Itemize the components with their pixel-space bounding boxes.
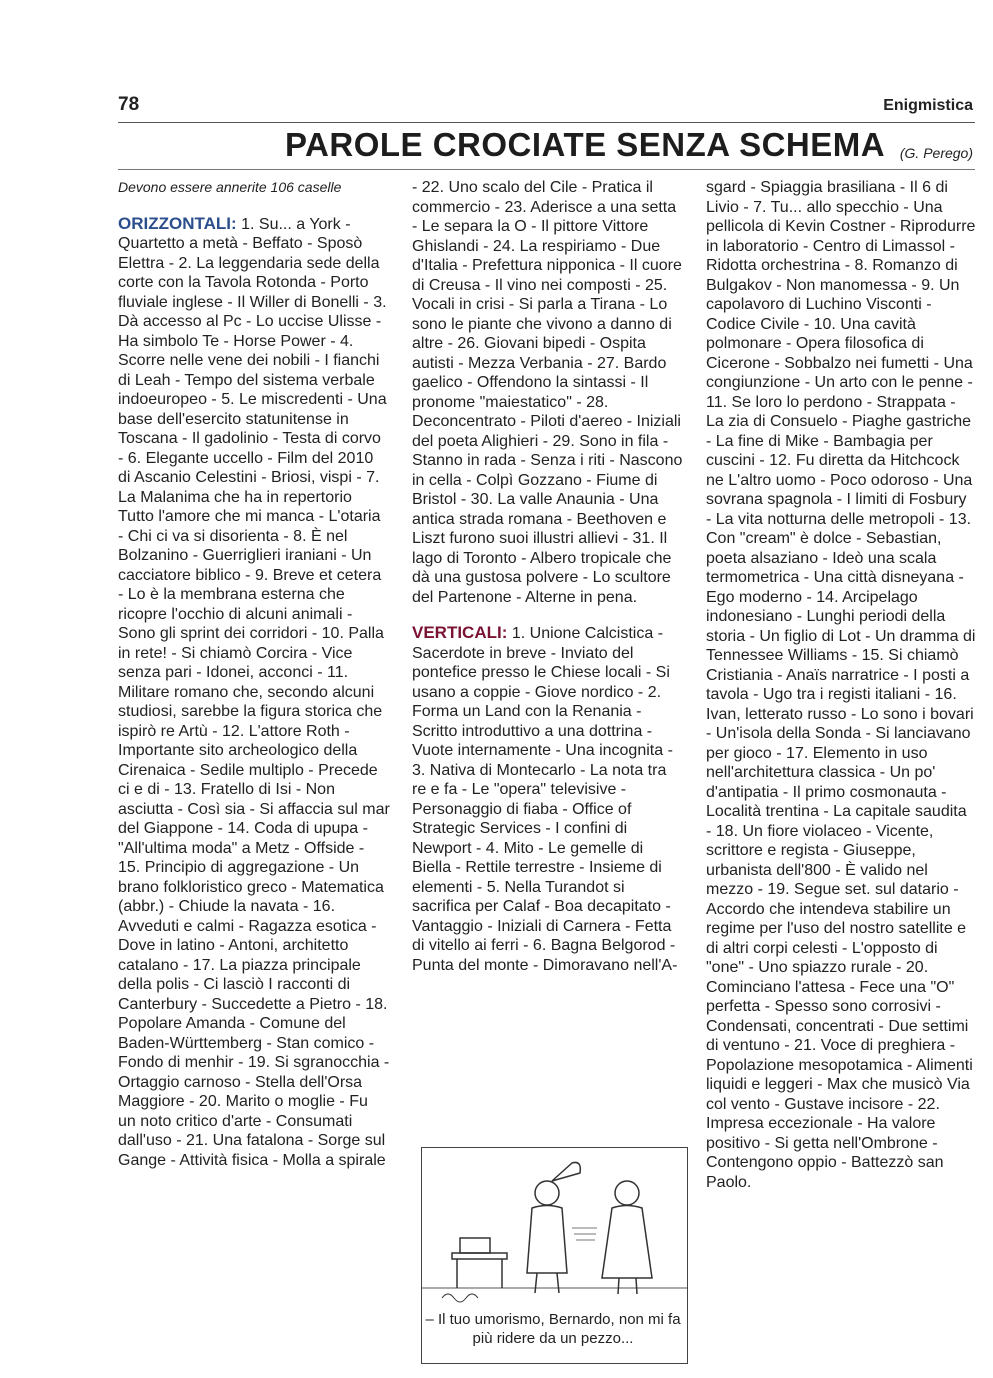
intro-note: Devono essere annerite 106 caselle bbox=[118, 179, 342, 195]
title-divider bbox=[118, 169, 975, 170]
verticali-clues-continued: sgard - Spiaggia brasiliana - Il 6 di Livio - 7. Tu... allo specchio - Una pellicola di Kevin Costner - Riprodurre in laboratorio - Centro di Limassol - Ridotta orchestrina - 8. Romanzo di Bulgakov - Non manomessa - 9. Un capolavoro di Luchino Visconti - Codice Civile - 10. Una cavità polmonare - Opera filosofica di Cicerone - Sobbalzo nei fumetti - Una congiunzione - Un arto con le penne - 11. Se loro lo perdono - Strappata - La zia di Consuelo - Piaghe gastriche - La fine di Mike - Bambagia per cuscini - 12. Fu diretta da Hitchcock ne L'altro uomo - Poco odoroso - Una sovrana spagnola - I limiti di Fosbury - La vita notturna delle metropoli - 13. Con "cream" è dolce - Sebastian, poeta alsaziano - Ideò una scala termometrica - Una città disneyana - Ego moderno - 14. Arcipelago indonesiano - Lunghi periodi della storia - Un figlio di Lot - Un dramma di Tennessee Williams - 15. Si chiamò Cristiania - Anaïs narratrice - I posti a tavola - Ugo tra i registi italiani - 16. Ivan, letterato russo - Lo sono i bovari - Un'isola della Sonda - Si lanciavano per gioco - 17. Elemento in uso nell'architettura classica - Un po' d'antipatia - Il primo cosmonauta - Località trentina - La capitale saudita - 18. Un fiore violaceo - Vicente, scrittore e regista - Giuseppe, urbanista dell'800 - È valido nel mezzo - 19. Segue set. sul datario - Accordo che intendeva stabilire un regime per l'uso del nostro satellite e di altri corpi celesti - L'opposto di "one" - Uno spiazzo rurale - 20. Cominciano l'attesa - Fece una "O" perfetta - Spesso sono corrosivi - Condensati, concentrati - Due settimi di ventuno - 21. Voce di preghiera - Popolazione mesopotamica - Alimenti liquidi e leggeri - Max che musicò Via col vento - Gustave incisore - 22. Impresa eccezionale - Ha valore positivo - Si getta nell'Ombrone - Contengono oppio - Battezzò san Paolo. bbox=[706, 179, 976, 1191]
orizzontali-heading: ORIZZONTALI: bbox=[118, 213, 237, 233]
column-2 bbox=[412, 178, 684, 975]
cartoon-caption: – Il tuo umorismo, Bernardo, non mi fa più ridere da un pezzo... bbox=[425, 1311, 681, 1347]
magazine-name: Enigmistica bbox=[883, 97, 973, 114]
verticali-clues: 1. Unione Calcistica - Sacerdote in breve - Inviato del pontefice presso le Chiese locali - Si usano a coppie - Giove nordico - 2. Forma un Land con la Renania - Scritto introduttivo a una dottrina - Vuote internamente - Una incognita - 3. Nativa di Montecarlo - La nota tra re e fa - Le "opera" televisive - Personaggio di fiaba - Office of Strategic Services - I confini di Newport - 4. Mito - Le gemelle di Biella - Rettile terrestre - Insieme di elementi - 5. Nella Turandot si sacrifica per Calaf - Boa decapitato - Vantaggio - Iniziali di Carnera - Fetta di vitello ai ferri - 6. Bagna Belgorod - Punta del monte - Dimoravano nell'A- bbox=[412, 625, 678, 974]
column-1 bbox=[118, 178, 390, 1170]
header-divider bbox=[118, 122, 975, 123]
verticali-heading: VERTICALI: bbox=[412, 623, 508, 642]
orizzontali-paragraph bbox=[118, 214, 390, 1171]
orizzontali-clues: 1. Su... a York - Quartetto a metà - Beffato - Sposò Elettra - 2. La leggendaria sede della corte con la Tavola Rotonda - Porto fluviale inglese - Il Willer di Bonelli - 3. Dà accesso al Pc - Lo uccise Ulisse - Ha simbolo Te - Horse Power - 4. Scorre nelle vene dei nobili - I fianchi di Leah - Tempo del sistema verbale indoeuropeo - 5. Le miscredenti - Una base dell'esercito statunitense in Toscana - Il gadolinio - Testa di corvo - 6. Elegante uccello - Film del 2010 di Ascanio Celestini - Briosi, vispi - 7. La Malanima che ha in repertorio Tutto l'amore che mi manca - L'otaria - Chi ci va si disorienta - 8. È nel Bolzanino - Guerriglieri iraniani - Un cacciatore biblico - 9. Breve et cetera - Lo è la membrana esterna che ricopre l'occhio di alcuni animali - Sono gli sprint dei corridori - 10. Palla in rete! - Si chiamò Corcira - Vice senza pari - Idonei, acconci - 11. Militare romano che, secondo alcuni studiosi, sarebbe la figura storica che ispirò re Artù - 12. L'attore Roth - Importante sito archeologico della Cirenaica - Sedile multiplo - Precede ci e di - 13. Fratello di Isi - Non asciutta - Così sia - Si affaccia sul mar del Giappone - 14. Coda di upupa - "All'ultima moda" a Metz - Offside - 15. Principio di aggregazione - Un brano folkloristico greco - Matematica (abbr.) - Chiude la navata - 16. Avveduti e calmi - Ragazza esotica - Dove in latino - Antoni, architetto catalano - 17. La piazza principale della polis - Ci lasciò I racconti di Canterbury - Succedette a Pietro - 18. Popolare Amanda - Comune del Baden-Württemberg - Stan comico - Fondo di menhir - 19. Si sgranocchia - Ortaggio carnoso - Stella dell'Orsa Maggiore - 20. Marito o moglie - Fu un noto critico d'arte - Consumati dall'uso - 21. Una fatalona - Sorge sul Gange - Attività fisica - Molla a spirale bbox=[118, 215, 390, 1169]
verticali-paragraph bbox=[412, 623, 684, 975]
orizzontali-clues-continued: - 22. Uno scalo del Cile - Pratica il commercio - 23. Aderisce a una setta - Le separa la O - Il pittore Vittore Ghislandi - 24. La respiriamo - Due d'Italia - Prefettura nipponica - Il cuore di Creusa - Il vino nei composti - 25. Vocali in crisi - Si parla a Tirana - Lo sono le piante che vivono a danno di altre - 26. Giovani bipedi - Ospita autisti - Mezza Verbania - 27. Bardo gaelico - Offendono la sintassi - Il pronome "maiestatico" - 28. Deconcentrato - Piloti d'aereo - Iniziali del poeta Alighieri - 29. Sono in fila - Stanno in rada - Senza i riti - Nascono in cella - Colpì Gozzano - Fiume di Bristol - 30. La valle Anaunia - Una antica strada romana - Beethoven e Liszt furono suoi illustri allievi - 31. Il lago di Toronto - Albero tropicale che dà una gustosa polvere - Lo scultore del Partenone - Alterne in pena. bbox=[412, 179, 683, 606]
page-number: 78 bbox=[118, 94, 140, 115]
cartoon-drawing bbox=[422, 1148, 687, 1308]
column-3 bbox=[706, 178, 976, 1192]
page-title: PAROLE CROCIATE SENZA SCHEMA bbox=[285, 126, 886, 163]
author-credit: (G. Perego) bbox=[899, 145, 973, 161]
